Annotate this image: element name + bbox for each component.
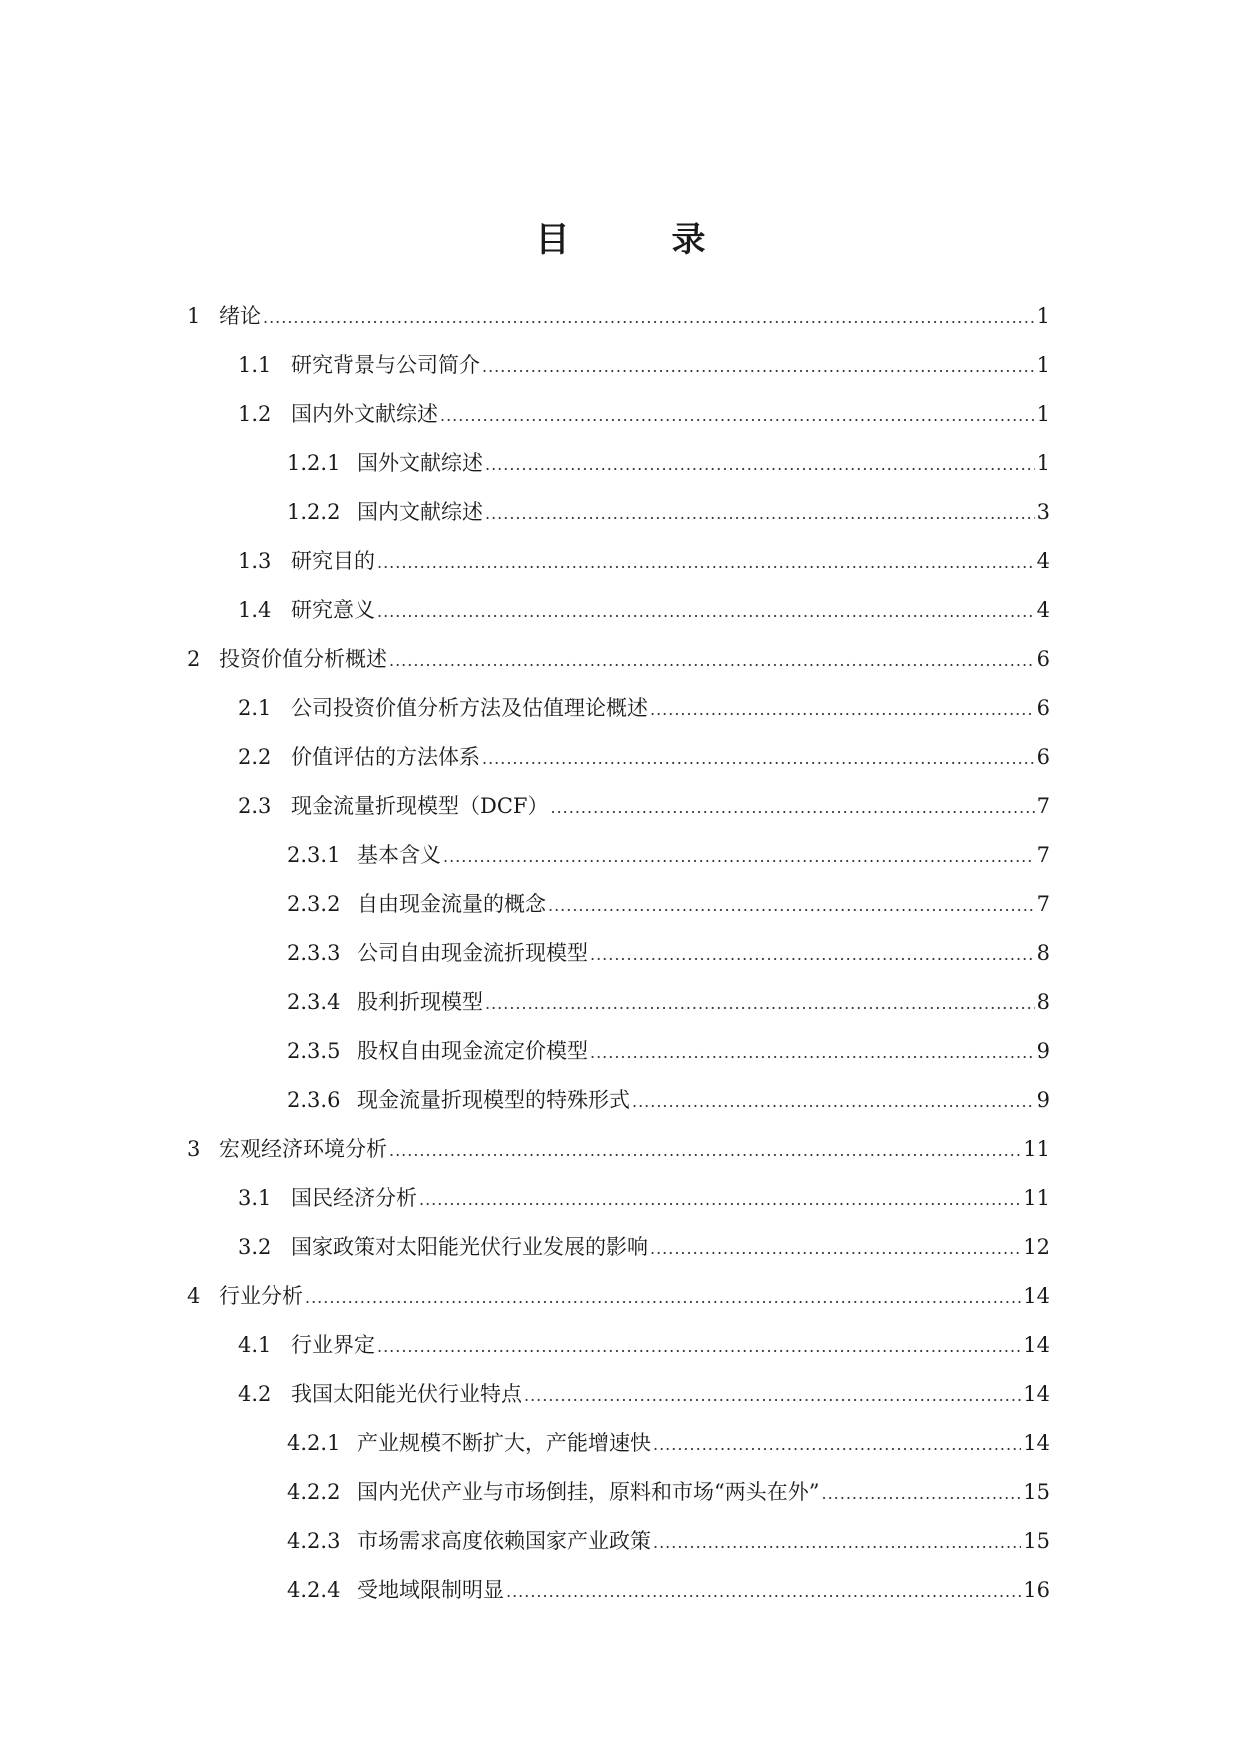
toc-entry-title: 研究背景与公司简介 (291, 353, 480, 377)
dot-leader (550, 797, 1034, 819)
toc-entry-page-number: 7 (1036, 892, 1050, 916)
toc-entry[interactable] (0, 1554, 1241, 1603)
toc-entry-number: 1.2.2 (287, 500, 341, 524)
toc-entry-number: 1.4 (238, 598, 272, 622)
toc-entry-title: 自由现金流量的概念 (357, 892, 546, 916)
toc-entry-page-number: 16 (1023, 1578, 1050, 1602)
toc-entry-title: 市场需求高度依赖国家产业政策 (357, 1529, 651, 1553)
toc-entry-title: 现金流量折现模型（DCF） (291, 794, 549, 818)
toc-entry-page-number: 8 (1036, 941, 1050, 965)
toc-entry-title: 宏观经济环境分析 (219, 1137, 387, 1161)
toc-entry-title: 国内文献综述 (357, 500, 483, 524)
toc-entry-number: 4.2.1 (287, 1431, 341, 1455)
toc-entry-title: 行业界定 (291, 1333, 375, 1357)
toc-entry-number: 4 (187, 1284, 201, 1308)
toc-entry-title: 公司自由现金流折现模型 (357, 941, 588, 965)
toc-entry[interactable] (0, 819, 1241, 868)
toc-entry-page-number: 4 (1036, 549, 1050, 573)
toc-entry-page-number: 9 (1036, 1039, 1050, 1063)
toc-entry-number: 4.2.2 (287, 1480, 341, 1504)
toc-entry-title: 股利折现模型 (357, 990, 483, 1014)
toc-entry-number: 4.1 (238, 1333, 272, 1357)
toc-entry-page-number: 14 (1023, 1284, 1050, 1308)
toc-entry-number: 3.1 (238, 1186, 272, 1210)
dot-leader (524, 1385, 1021, 1407)
toc-entry[interactable] (0, 1064, 1241, 1113)
toc-entry-title: 公司投资价值分析方法及估值理论概述 (291, 696, 648, 720)
dot-leader (419, 1189, 1021, 1211)
toc-entry-page-number: 6 (1036, 696, 1050, 720)
toc-entry[interactable] (0, 280, 1241, 329)
toc-entry-title: 产业规模不断扩大，产能增速快 (357, 1431, 651, 1455)
toc-entry-number: 2 (187, 647, 201, 671)
toc-entry-page-number: 8 (1036, 990, 1050, 1014)
toc-entry[interactable] (0, 1456, 1241, 1505)
toc-entry-number: 1.1 (238, 353, 272, 377)
dot-leader (443, 846, 1035, 868)
toc-entry-page-number: 14 (1023, 1382, 1050, 1406)
toc-entry-number: 2.2 (238, 745, 272, 769)
toc-entry-title: 现金流量折现模型的特殊形式 (357, 1088, 630, 1112)
toc-entry-number: 1.2 (238, 402, 272, 426)
dot-leader (650, 1238, 1021, 1260)
toc-entry[interactable] (0, 476, 1241, 525)
dot-leader (485, 993, 1035, 1015)
toc-entry-title: 国外文献综述 (357, 451, 483, 475)
toc-entry-page-number: 7 (1036, 843, 1050, 867)
toc-entry[interactable] (0, 1407, 1241, 1456)
toc-entry-page-number: 1 (1036, 304, 1050, 328)
dot-leader (650, 699, 1035, 721)
toc-entry-number: 3.2 (238, 1235, 272, 1259)
dot-leader (377, 1336, 1021, 1358)
toc-entry[interactable] (0, 770, 1241, 819)
toc-entry-number: 4.2 (238, 1382, 272, 1406)
toc-entry-title: 国内外文献综述 (291, 402, 438, 426)
dot-leader (653, 1532, 1021, 1554)
dot-leader (590, 944, 1035, 966)
toc-entry-title: 价值评估的方法体系 (291, 745, 480, 769)
dot-leader (821, 1483, 1021, 1505)
toc-entry[interactable] (0, 917, 1241, 966)
toc-entry-page-number: 3 (1036, 500, 1050, 524)
toc-entry-title: 国民经济分析 (291, 1186, 417, 1210)
toc-entry-page-number: 1 (1036, 451, 1050, 475)
toc-entry-page-number: 11 (1023, 1137, 1050, 1161)
dot-leader (548, 895, 1035, 917)
toc-entry-title: 行业分析 (219, 1284, 303, 1308)
toc-entry[interactable] (0, 1505, 1241, 1554)
dot-leader (485, 503, 1035, 525)
toc-entry[interactable] (0, 574, 1241, 623)
toc-entry[interactable] (0, 525, 1241, 574)
toc-entry-page-number: 4 (1036, 598, 1050, 622)
toc-entry-page-number: 15 (1023, 1529, 1050, 1553)
toc-entry-title: 国家政策对太阳能光伏行业发展的影响 (291, 1235, 648, 1259)
toc-entry[interactable] (0, 329, 1241, 378)
toc-entry-page-number: 14 (1023, 1333, 1050, 1357)
toc-entry[interactable] (0, 966, 1241, 1015)
toc-entry-title: 绪论 (219, 304, 261, 328)
dot-leader (389, 650, 1035, 672)
dot-leader (632, 1091, 1035, 1113)
toc-entry-title: 国内光伏产业与市场倒挂，原料和市场“两头在外” (357, 1480, 820, 1504)
toc-entry[interactable] (0, 721, 1241, 770)
dot-leader (377, 552, 1035, 574)
toc-list (0, 280, 1241, 1603)
toc-entry[interactable] (0, 427, 1241, 476)
dot-leader (305, 1287, 1021, 1309)
dot-leader (590, 1042, 1035, 1064)
toc-entry-title: 股权自由现金流定价模型 (357, 1039, 588, 1063)
toc-entry[interactable] (0, 1113, 1241, 1162)
toc-entry[interactable] (0, 1309, 1241, 1358)
dot-leader (482, 356, 1035, 378)
dot-leader (653, 1434, 1021, 1456)
toc-entry[interactable] (0, 1211, 1241, 1260)
toc-entry-page-number: 11 (1023, 1186, 1050, 1210)
toc-entry-number: 4.2.4 (287, 1578, 341, 1602)
toc-entry-page-number: 1 (1036, 402, 1050, 426)
toc-entry[interactable] (0, 1162, 1241, 1211)
dot-leader (440, 405, 1035, 427)
toc-entry[interactable] (0, 868, 1241, 917)
dot-leader (389, 1140, 1021, 1162)
toc-entry[interactable] (0, 623, 1241, 672)
dot-leader (482, 748, 1035, 770)
toc-entry-number: 2.3 (238, 794, 272, 818)
toc-entry-page-number: 14 (1023, 1431, 1050, 1455)
toc-entry-number: 2.3.2 (287, 892, 341, 916)
toc-entry[interactable] (0, 672, 1241, 721)
toc-title: 目 录 (535, 220, 740, 260)
toc-entry-number: 1.2.1 (287, 451, 341, 475)
toc-entry-page-number: 15 (1023, 1480, 1050, 1504)
toc-entry-page-number: 9 (1036, 1088, 1050, 1112)
toc-entry-number: 2.3.4 (287, 990, 341, 1014)
toc-entry-title: 基本含义 (357, 843, 441, 867)
toc-entry-page-number: 6 (1036, 647, 1050, 671)
toc-entry-title: 我国太阳能光伏行业特点 (291, 1382, 522, 1406)
toc-entry-title: 研究意义 (291, 598, 375, 622)
dot-leader (485, 454, 1035, 476)
toc-entry-title: 受地域限制明显 (357, 1578, 504, 1602)
toc-entry-number: 1 (187, 304, 201, 328)
toc-entry-number: 3 (187, 1137, 201, 1161)
dot-leader (263, 307, 1035, 329)
toc-entry-title: 投资价值分析概述 (219, 647, 387, 671)
toc-entry-number: 4.2.3 (287, 1529, 341, 1553)
toc-entry[interactable] (0, 378, 1241, 427)
toc-entry-number: 1.3 (238, 549, 272, 573)
toc-entry-title: 研究目的 (291, 549, 375, 573)
toc-entry[interactable] (0, 1260, 1241, 1309)
toc-entry-number: 2.3.1 (287, 843, 341, 867)
toc-entry-page-number: 12 (1023, 1235, 1050, 1259)
toc-entry[interactable] (0, 1358, 1241, 1407)
dot-leader (377, 601, 1035, 623)
toc-entry-number: 2.3.6 (287, 1088, 341, 1112)
toc-entry-page-number: 7 (1036, 794, 1050, 818)
toc-entry-page-number: 6 (1036, 745, 1050, 769)
toc-entry-number: 2.1 (238, 696, 272, 720)
toc-entry-number: 2.3.3 (287, 941, 341, 965)
toc-entry-number: 2.3.5 (287, 1039, 341, 1063)
toc-entry-page-number: 1 (1036, 353, 1050, 377)
toc-entry[interactable] (0, 1015, 1241, 1064)
dot-leader (506, 1581, 1021, 1603)
